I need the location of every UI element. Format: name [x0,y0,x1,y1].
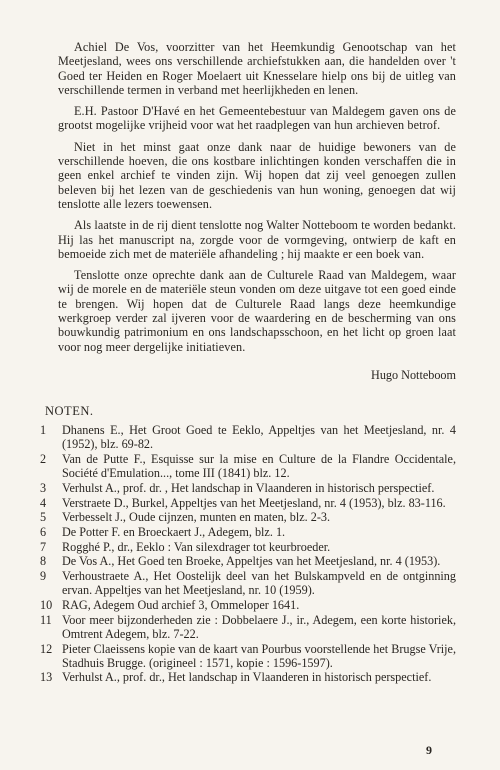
note-number: 2 [40,451,47,466]
note-number: 12 [40,641,53,656]
note-number: 13 [40,670,53,685]
note-text: Rogghé P., dr., Eeklo : Van silexdrager tot keurbroeder. [62,539,331,554]
note-item [40,452,456,480]
note-text: Verstraete D., Burkel, Appeltjes van het Meetjesland, nr. 4 (1953), blz. 83-116. [62,495,446,510]
note-item [40,642,456,670]
note-text: Verbesselt J., Oude cijnzen, munten en maten, blz. 2-3. [62,510,331,525]
note-item [40,525,456,539]
note-number: 4 [40,495,47,510]
paragraph: Als laatste in de rij dient tenslotte nog Walter Notteboom te worden bedankt. Hij las het manuscript na, zorgde voor de vormgeving, ontwierp de kaft en bemoeide zich met de materiële afhandeling ; hij maakte er een boek van. [58,218,456,261]
note-text: Dhanens E., Het Groot Goed te Eeklo, Appeltjes van het Meetjesland, nr. 4 (1952), blz. 69-82. [62,423,456,452]
note-item [40,540,456,554]
note-number: 7 [40,539,47,554]
note-text: Voor meer bijzonderheden zie : Dobbelaere J., ir., Adegem, een korte historiek, Omtrent Adegem, blz. 7-22. [62,612,456,641]
note-item [40,554,456,568]
page-number: 9 [426,743,432,757]
note-item [40,481,456,495]
note-number: 9 [40,569,47,584]
note-number: 6 [40,524,47,539]
paragraph: E.H. Pastoor D'Havé en het Gemeentebestuur van Maldegem gaven ons de grootst mogelijke vrijheid voor wat het raadplegen van hun archieven betrof. [58,104,456,133]
note-item [40,569,456,597]
note-item [40,423,456,451]
note-item [40,510,456,524]
note-number: 3 [40,480,47,495]
acknowledgements-body [58,40,456,361]
note-text: Verhoustraete A., Het Oostelijk deel van het Bulskampveld en de ontginning ervan. Appeltjes van het Meetjesland, nr. 10 (1959). [62,569,456,598]
paragraph: Achiel De Vos, voorzitter van het Heemkundig Genootschap van het Meetjesland, wees ons verschillende archiefstukken aan, die handelden over 't Goed ter Heiden en Roger Moelaert uit Knesselare hielp ons bij de uitleg van verschillende termen in verband met heerlijkheden en lenen. [58,40,456,97]
note-text: Van de Putte F., Esquisse sur la mise en Culture de la Flandre Occidentale, Société d'Emulation..., tome III (1841) blz. 12. [62,451,456,481]
note-number: 10 [40,597,53,612]
note-number: 8 [40,554,47,569]
note-number: 5 [40,510,47,525]
note-text: RAG, Adegem Oud archief 3, Ommeloper 1641. [62,597,300,612]
note-item [40,598,456,612]
note-text: Verhulst A., prof. dr., Het landschap in Vlaanderen in historisch perspectief. [62,670,432,685]
note-item [40,613,456,641]
author-signature: Hugo Notteboom [371,368,456,382]
note-number: 1 [40,423,47,437]
note-item [40,670,456,684]
paragraph: Tenslotte onze oprechte dank aan de Culturele Raad van Maldegem, waar wij de morele en de materiële steun vonden om deze uitgave tot een goed einde te brengen. Wij hopen dat de Culturele Raad langs deze heemkundige werkgroep verder zal ijveren voor de waardering en de bescherming van ons bouwkundig patrimonium en ons landschapsschoon, en het licht op groen laat voor nog meer dergelijke initiatieven. [58,268,456,354]
notes-list [40,423,456,685]
note-text: De Potter F. en Broeckaert J., Adegem, blz. 1. [62,524,286,539]
note-text: Verhulst A., prof. dr. , Het landschap in Vlaanderen in historisch perspectief. [62,480,435,495]
notes-heading: NOTEN. [45,404,94,418]
note-text: De Vos A., Het Goed ten Broeke, Appeltjes van het Meetjesland, nr. 4 (1953). [62,554,441,569]
paragraph: Niet in het minst gaat onze dank naar de huidige bewoners van de verschillende hoeven, die ons kostbare inlichtingen konden verschaffen die in geen enkel archief te vinden zijn. Wij hopen dat zij veel genoegen zullen beleven bij het lezen van de geschiedenis van hun woning, genoegen dat wij tenslotte alle lezers toewensen. [58,139,456,211]
note-item [40,496,456,510]
note-number: 11 [40,612,52,627]
note-text: Pieter Claeissens kopie van de kaart van Pourbus voorstellende het Brugse Vrije, Stadhuis Brugge. (origineel : 1571, kopie : 1596-1597). [62,641,456,670]
